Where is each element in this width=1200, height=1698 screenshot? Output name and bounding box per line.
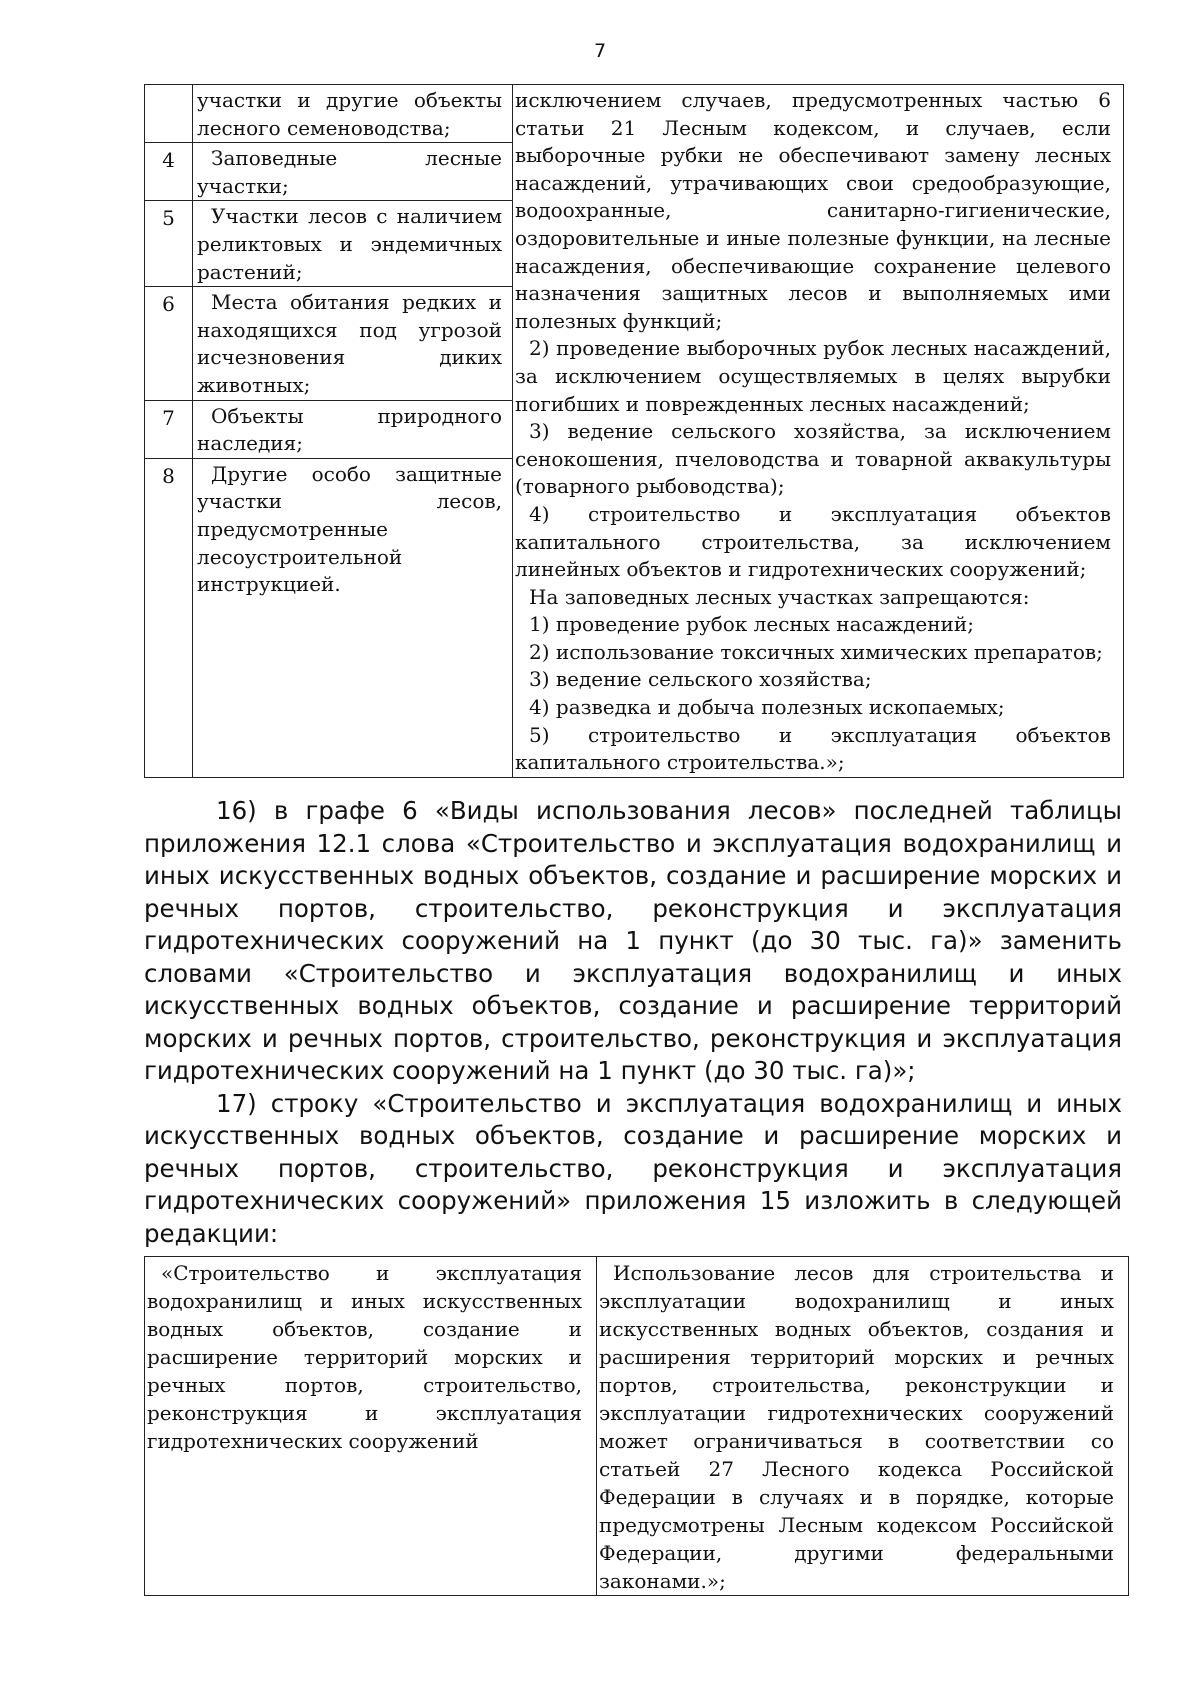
table-row-name: Места обитания редких и находящихся под угрозой исчезновения диких животных; [193,287,513,400]
amendment-text [144,795,1122,1250]
table-row-num: 7 [145,400,193,458]
restriction-text: исключением случаев, предусмотренных частью 6 статьи 21 Лесным кодексом, и случаев, если выборочные рубки не обеспечивают замену лесных насаждений, утрачивающих свои средообразующие, водоохранные, санитарно-гигиенические, оздоровительные и иные полезные функции, на лесные насаждения, обеспечивающие сохранение целевого назначения защитных лесов и выполняемых ими полезных функций; [515,88,1111,333]
table-row-num: 8 [145,458,193,777]
restriction-text: 4) разведка и добыча полезных ископаемых; [529,695,1005,720]
restriction-text: 3) ведение сельского хозяйства, за исключением сенокошения, пчеловодства и товарной аквакультуры (товарного рыбоводства); [515,419,1111,499]
table-row-name: Другие особо защитные участки лесов, предусмотренные лесоустроительной инструкцией. [193,458,513,777]
restriction-text: 3) ведение сельского хозяйства; [529,667,872,692]
restriction-text: 2) проведение выборочных рубок лесных насаждений, за исключением осуществляемых в целях вырубки погибших и поврежденных лесных насаждений; [515,336,1111,416]
activity-type-text: «Строительство и эксплуатация водохранилищ и иных искусственных водных объектов, создание и расширение территорий морских и речных портов, строительство, реконструкция и эксплуатация гидротехнических сооружений [147,1261,582,1453]
forest-restrictions-table [144,84,1124,778]
restriction-text: 2) использование токсичных химических препаратов; [529,639,1103,664]
table-row-name: Участки лесов с наличием реликтовых и эндемичных растений; [193,201,513,287]
restriction-text: 4) строительство и эксплуатация объектов капитального строительства, за исключением линейных объектов и гидротехнических сооружений; [515,501,1111,582]
paragraph-17: 17) строку «Строительство и эксплуатация водохранилищ и иных искусственных водных объектов, создание и расширение морских и речных портов, строительство, реконструкция и эксплуатация гидротехнических сооружений» приложения 15 изложить в следующей редакции: [144,1088,1122,1248]
table-row-num [145,85,193,143]
restriction-text: На заповедных лесных участках запрещаются: [529,584,1030,609]
page-number: 7 [593,40,607,62]
activity-type-cell [145,1257,597,1596]
restriction-description-cell [597,1257,1129,1596]
table-row-name: Объекты природного наследия; [193,400,513,458]
table-row-name: Заповедные лесные участки; [193,143,513,201]
appendix-15-table [144,1256,1129,1596]
restriction-text: 5) строительство и эксплуатация объектов капитального строительства.»; [515,722,1111,775]
restriction-text: 1) проведение рубок лесных насаждений; [529,612,974,637]
restriction-description-text: Использование лесов для строительства и эксплуатации водохранилищ и иных искусственных водных объектов, создания и расширения территорий морских и речных портов, строительства, реконструкции и эксплуатации гидротехнических сооружений может ограничиваться в соответствии со статьей 27 Лесного кодекса Российской Федерации в случаях и в порядке, которые предусмотрены Лесным кодексом Российской Федерации, другими федеральными законами.»; [599,1261,1114,1593]
table-row-num: 4 [145,143,193,201]
paragraph-16: 16) в графе 6 «Виды использования лесов» последней таблицы приложения 12.1 слова «Строительство и эксплуатация водохранилищ и иных искусственных водных объектов, создание и расширение морских и речных портов, строительство, реконструкция и эксплуатация гидротехнических сооружений на 1 пункт (до 30 тыс. га)» заменить словами «Строительство и эксплуатация водохранилищ и иных искусственных водных объектов, создание и расширение территорий морских и речных портов, строительство, реконструкция и эксплуатация гидротехнических сооружений на 1 пункт (до 30 тыс. га)»; [144,796,1122,1085]
restrictions-cell [513,85,1124,778]
table-row-name: участки и другие объекты лесного семеноводства; [193,85,513,143]
table-row-num: 5 [145,201,193,287]
table-row-num: 6 [145,287,193,400]
